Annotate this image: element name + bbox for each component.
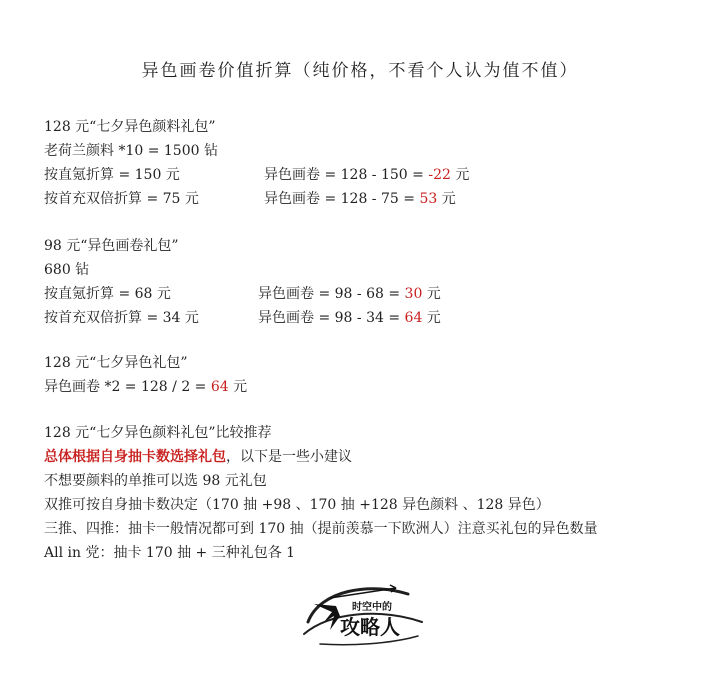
section3-formula: 异色画卷 *2 = 128 / 2 =	[44, 379, 211, 395]
section1-row2-right	[264, 166, 469, 184]
brand-logo-graphic	[300, 582, 430, 652]
section2-row2-value: 30	[404, 286, 423, 302]
section2-row3-right	[258, 309, 441, 327]
brand-logo	[300, 582, 430, 652]
section3-unit: 元	[228, 379, 248, 395]
section4-line3: 双推可按自身抽卡数决定（170 抽 +98 、170 抽 +128 异色颜料 、128 异色）	[44, 497, 550, 513]
section4-line5: All in 党：抽卡 170 抽 + 三种礼包各 1	[44, 545, 296, 561]
section2-row3-unit: 元	[422, 310, 441, 326]
section4-highlight-tail: ，以下是一些小建议	[226, 449, 352, 465]
section1-row3-value: 53	[419, 191, 438, 207]
section2-row3-value: 64	[404, 310, 423, 326]
section3-value: 64	[210, 379, 229, 395]
section1-row2-left: 按直氪折算 = 150 元	[44, 167, 180, 183]
section4-line2: 不想要颜料的单推可以选 98 元礼包	[44, 473, 267, 489]
section1-row2-value: -22	[428, 167, 451, 183]
section2-row2-right	[258, 285, 441, 303]
page-title: 异色画卷价值折算（纯价格，不看个人认为值不值）	[141, 61, 579, 81]
logo-text-main: 攻略人	[340, 615, 400, 639]
section2-row3-formula: 异色画卷 = 98 - 34 =	[258, 310, 405, 326]
section2-row2-unit: 元	[422, 286, 441, 302]
section2-line1: 680 钻	[44, 262, 90, 278]
section1-heading: 128 元“七夕异色颜料礼包”	[44, 119, 216, 135]
section1-row3-left: 按首充双倍折算 = 75 元	[44, 191, 199, 207]
section1-line1: 老荷兰颜料 *10 = 1500 钻	[44, 143, 218, 159]
section4-highlight: 总体根据自身抽卡数选择礼包	[44, 449, 226, 465]
section2-heading: 98 元“异色画卷礼包”	[44, 238, 179, 254]
section2-row2-formula: 异色画卷 = 98 - 68 =	[258, 286, 405, 302]
section1-row2-unit: 元	[450, 167, 470, 183]
section4-line4: 三推、四推：抽卡一般情况都可到 170 抽（提前羡慕一下欧洲人）注意买礼包的异色数量	[44, 521, 598, 537]
section3-line1	[44, 378, 247, 396]
section1-row3-unit: 元	[437, 191, 456, 207]
section2-row3-left: 按首充双倍折算 = 34 元	[44, 310, 199, 326]
section2-row2-left: 按直氪折算 = 68 元	[44, 286, 171, 302]
section4-highlight-line	[44, 448, 352, 466]
section1-row3-right	[264, 190, 456, 208]
section1-row2-formula: 异色画卷 = 128 - 150 =	[264, 167, 429, 183]
section3-heading: 128 元“七夕异色礼包”	[44, 355, 188, 371]
logo-text-top: 时空中的	[352, 602, 392, 613]
section4-heading: 128 元“七夕异色颜料礼包”比较推荐	[44, 425, 272, 441]
section1-row3-formula: 异色画卷 = 128 - 75 =	[264, 191, 420, 207]
